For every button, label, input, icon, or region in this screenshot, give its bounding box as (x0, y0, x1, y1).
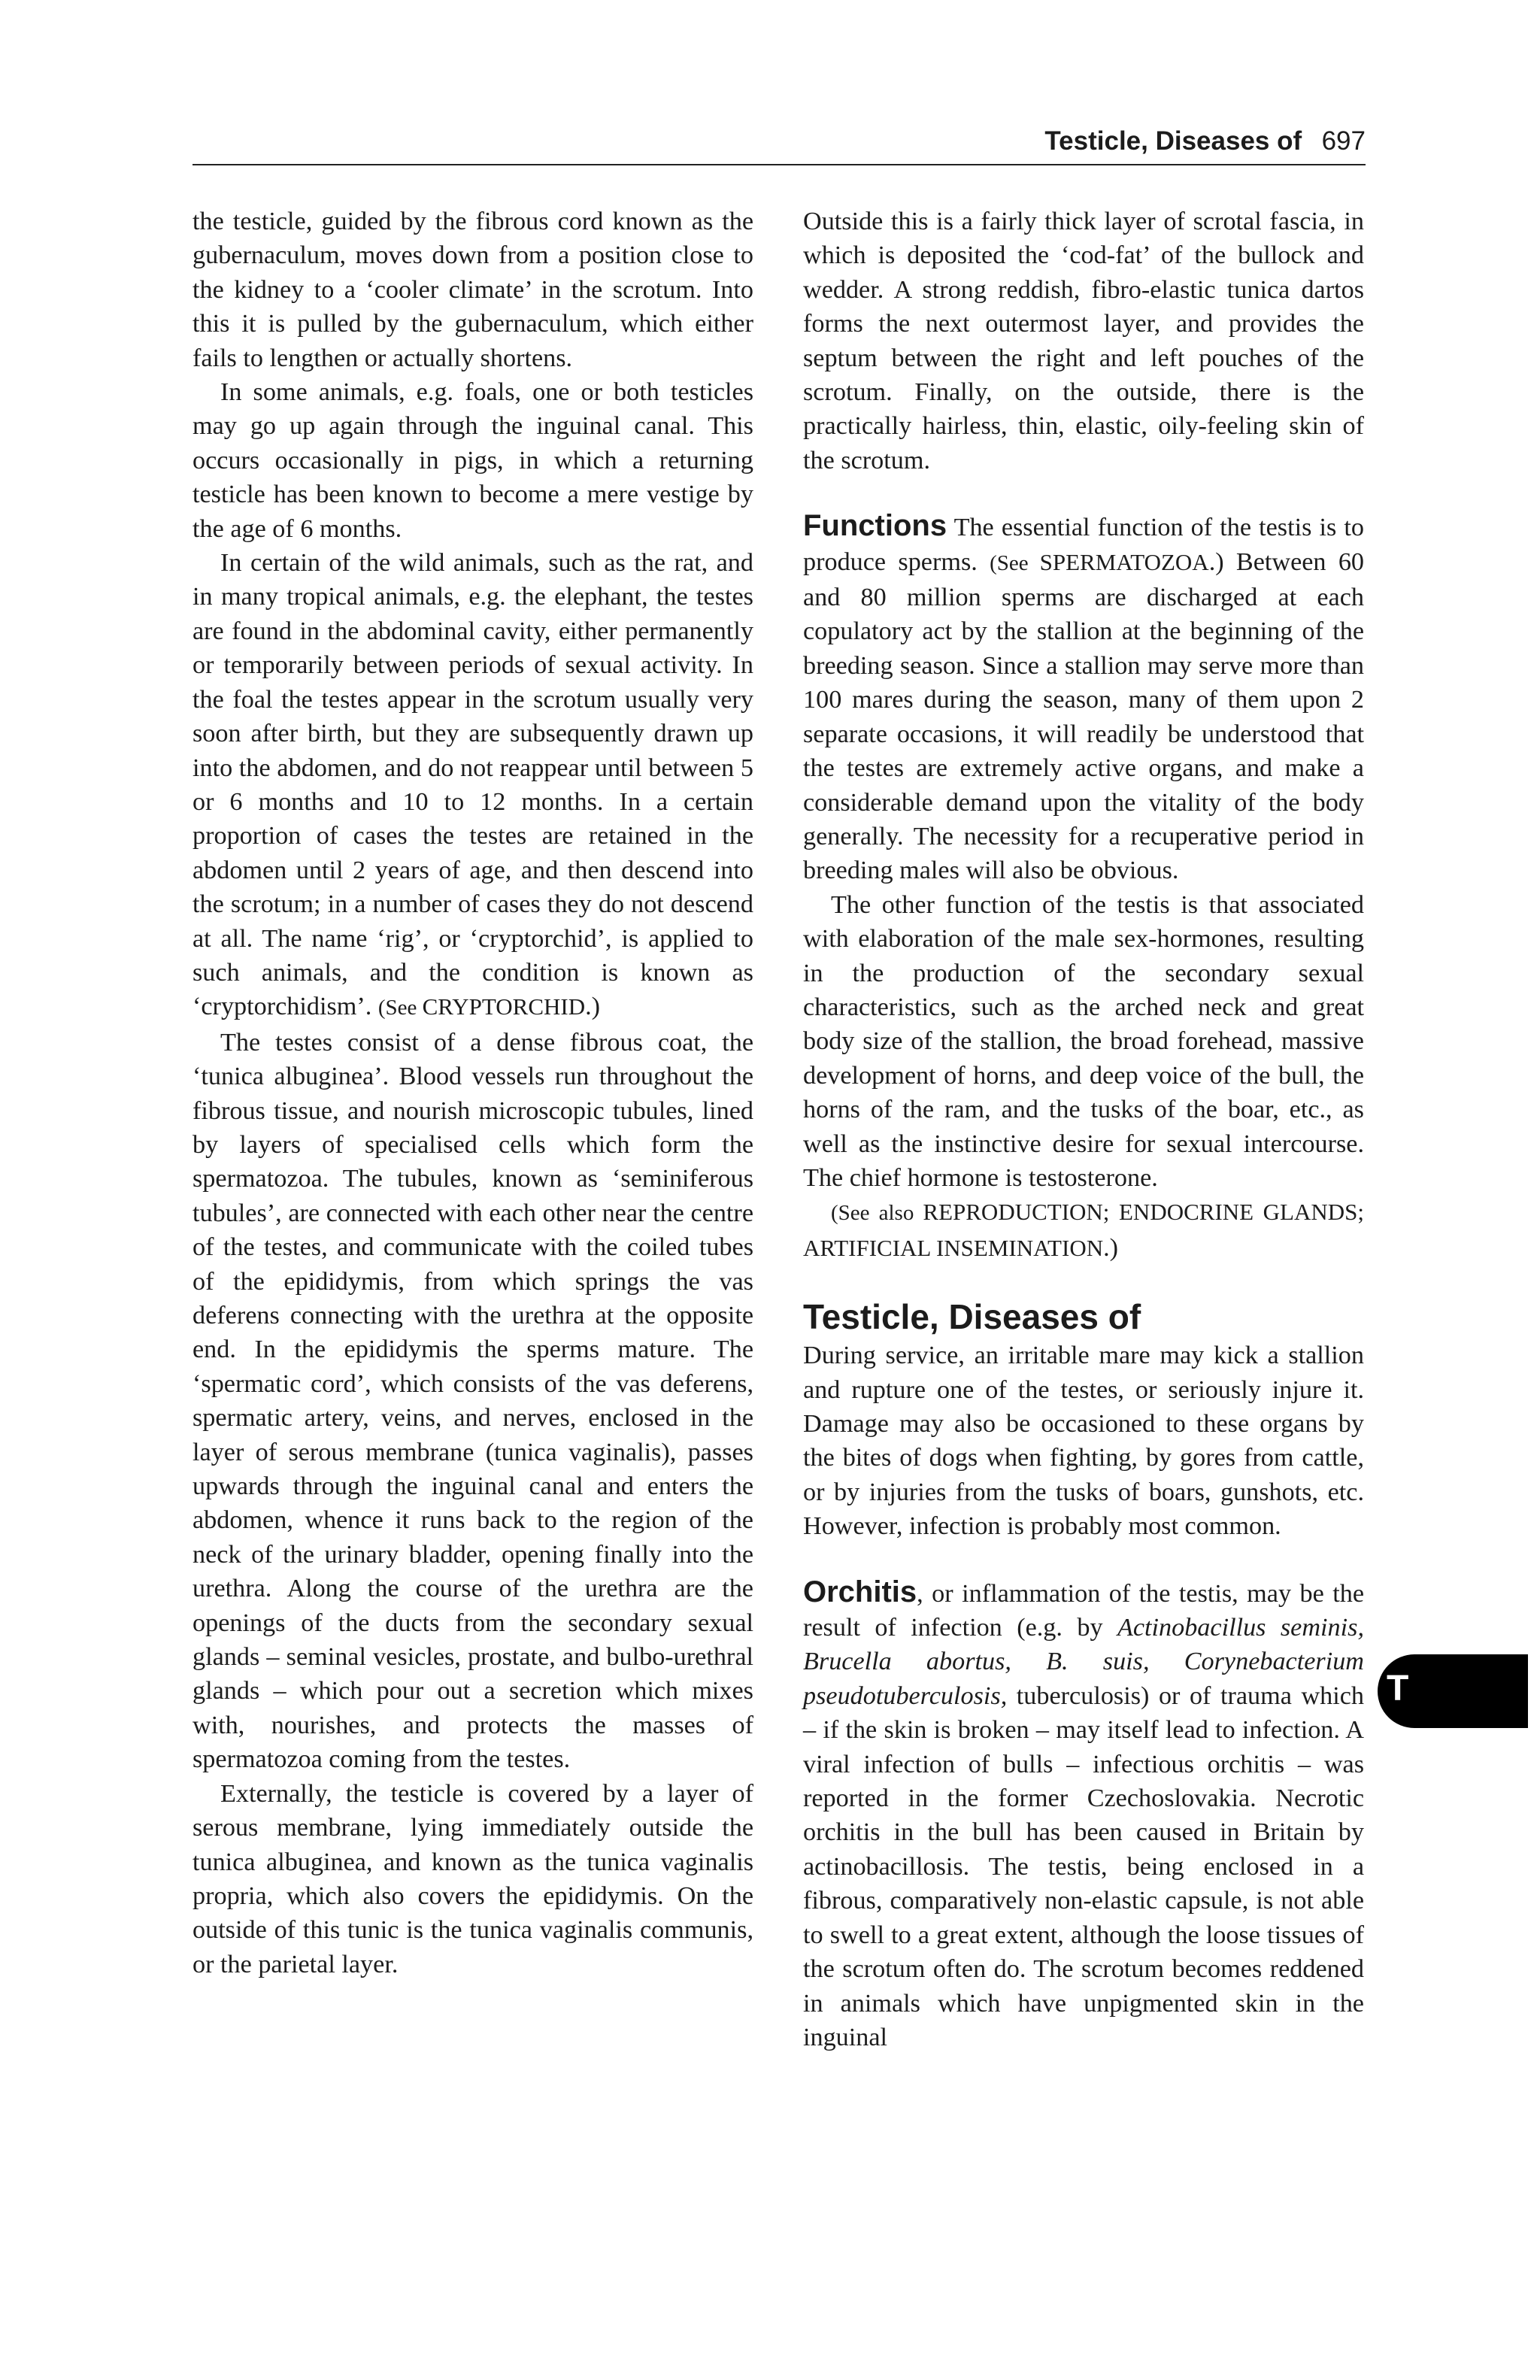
functions-heading: Functions (803, 509, 947, 543)
cross-references-see-also: REPRODUCTION; ENDOCRINE GLANDS; ARTIFICIAL INSEMINATION (803, 1199, 1365, 1261)
left-paragraph-3-text: In certain of the wild animals, such as the rat, and in many tropical animals, e.g. the elephant, the testes are found in the abdominal cavity, either permanently or temporarily between periods of sexual activity. In the foal the testes appear in the scrotum usually very soon after birth, but they are subsequently drawn up into the abdomen, and do not reappear until between 5 or 6 months and 10 to 12 months. In a certain proportion of cases the testes are retained in the abdomen until 2 years of age, and then descend into the scrotum; in a number of cases they do not descend at all. The name ‘rig’, or ‘cryptorchid’, is applied to such animals, and the condition is known as ‘cryptorchidism’. (192, 549, 753, 1021)
thumb-index-tab (1378, 1654, 1528, 1728)
left-column (192, 205, 753, 1981)
orchitis-organisms: Actinobacillus seminis, Brucella abortus, B. suis, Corynebacterium pseudotuberculosis, (803, 1614, 1364, 1710)
right-paragraph-3: The other function of the testis is that associated with elaboration of the male sex-hormones, resulting in the production of the secondary sexual characteristics, such as the arched neck and great body size of the stallion, the broad forehead, massive development of horns, and deep voice of the bull, the horns of the ram, and the tusks of the boar, etc., as well as the instinctive desire for sexual intercourse. The chief hormone is testosterone. (803, 890, 1364, 1192)
left-paragraph-1: the testicle, guided by the fibrous cord known as the gubernaculum, moves down from a position close to the kidney to a ‘cooler climate’ in the scrotum. Into this it is pulled by the gubernaculum, which either fails to lengthen or actually shortens. (192, 208, 753, 372)
see-also-paragraph (803, 1195, 1364, 1265)
see-also-prefix: (See also (831, 1201, 923, 1226)
functions-text-b: Between 60 and 80 million sperms are discharged at each copulatory act by the stallion at the beginning of the breeding season. Since a stallion may serve more than 100 mares during the season, many of them upon 2 separate occasions, it will readily be understood that the testes are extremely active organs, and make a considerable demand upon the vitality of the body generally. The necessity for a recuperative period in breeding males will also be obvious. (803, 547, 1365, 885)
see-also-close: .) (1103, 1233, 1119, 1262)
running-head (192, 126, 1366, 165)
see-prefix: (See (377, 996, 423, 1020)
see-close: .) (1208, 547, 1224, 576)
section-heading: Testicle, Diseases of (803, 1297, 1141, 1337)
functions-paragraph (803, 509, 1364, 887)
left-paragraph-3 (192, 546, 753, 1026)
see-prefix: (See (990, 550, 1040, 575)
running-head-title: Testicle, Diseases of (1044, 126, 1302, 156)
right-paragraph-4: During service, an irritable mare may kick a stallion and rupture one of the testes, or seriously injure it. Damage may also be occasioned to these organs by the bites of dogs when fighting, by gores from cattle, or by injuries from the tusks of boars, gunshots, etc. However, infection is probably most common. (803, 1342, 1364, 1541)
left-paragraph-5: Externally, the testicle is covered by a layer of serous membrane, lying immediately outside the tunica albuginea, and known as the tunica vaginalis propria, which also covers the epididymis. On the outside of this tunic is the tunica vaginalis communis, or the parietal layer. (192, 1779, 753, 1978)
orchitis-paragraph (803, 1575, 1364, 2055)
cross-reference-spermatozoa: SPERMATOZOA (1039, 548, 1209, 575)
orchitis-text-a: , or inflammation of the testis, may be the result of infection (e.g. by (803, 1579, 1364, 1642)
right-column (803, 205, 1364, 2054)
functions-text-a: The essential function of the testis is to produce sperms. (803, 514, 1364, 576)
page-number: 697 (1321, 126, 1366, 156)
right-paragraph-1: Outside this is a fairly thick layer of scrotal fascia, in which is deposited the ‘cod-fat’ of the bullock and wedder. A strong reddish, fibro-elastic tunica dartos forms the next outermost layer, and provides the septum between the right and left pouches of the scrotum. Finally, on the outside, there is the practically hairless, thin, elastic, oily-feeling skin of the scrotum. (803, 208, 1364, 474)
cross-reference-cryptorchid: CRYPTORCHID (422, 993, 586, 1020)
see-close: .) (585, 993, 601, 1021)
left-paragraph-4: The testes consist of a dense fibrous coat, the ‘tunica albuginea’. Blood vessels run throughout the fibrous tissue, and nourish microscopic tubules, lined by layers of specialised cells which form the spermatozoa. The tubules, known as ‘seminiferous tubules’, are connected with each other near the centre of the testes, and communicate with the coiled tubes of the epididymis, from which springs the vas deferens connecting with the urethra at the opposite end. In the epididymis the sperms mature. The ‘spermatic cord’, which consists of the vas deferens, spermatic artery, veins, and nerves, enclosed in the layer of serous membrane (tunica vaginalis), passes upwards through the inguinal canal and enters the abdomen, whence it runs back to the region of the neck of the urinary bladder, opening finally into the urethra. Along the course of the urethra are the openings of the ducts from the secondary sexual glands – seminal vesicles, prostate, and bulbo-urethral glands – which pour out a secretion which mixes with, nourishes, and protects the masses of spermatozoa coming from the testes. (192, 1028, 753, 1774)
left-paragraph-2: In some animals, e.g. foals, one or both testicles may go up again through the inguinal canal. This occurs occasionally in pigs, in which a returning testicle has been known to become a mere vestige by the age of 6 months. (192, 378, 753, 543)
thumb-index-letter: T (1387, 1669, 1409, 1708)
orchitis-text-b: tuberculosis) or of trauma which – if the skin is broken – may itself lead to infection. A viral infection of bulls – infectious orchitis – was reported in the former Czechoslovakia. Necrotic orchitis in the bull has been caused in Britain by actinobacillosis. The testis, being enclosed in a fibrous, comparatively non-elastic capsule, is not able to swell to a great extent, although the loose tissues of the scrotum often do. The scrotum becomes reddened in animals which have unpigmented skin in the inguinal (803, 1681, 1364, 2051)
orchitis-heading: Orchitis (803, 1575, 917, 1608)
